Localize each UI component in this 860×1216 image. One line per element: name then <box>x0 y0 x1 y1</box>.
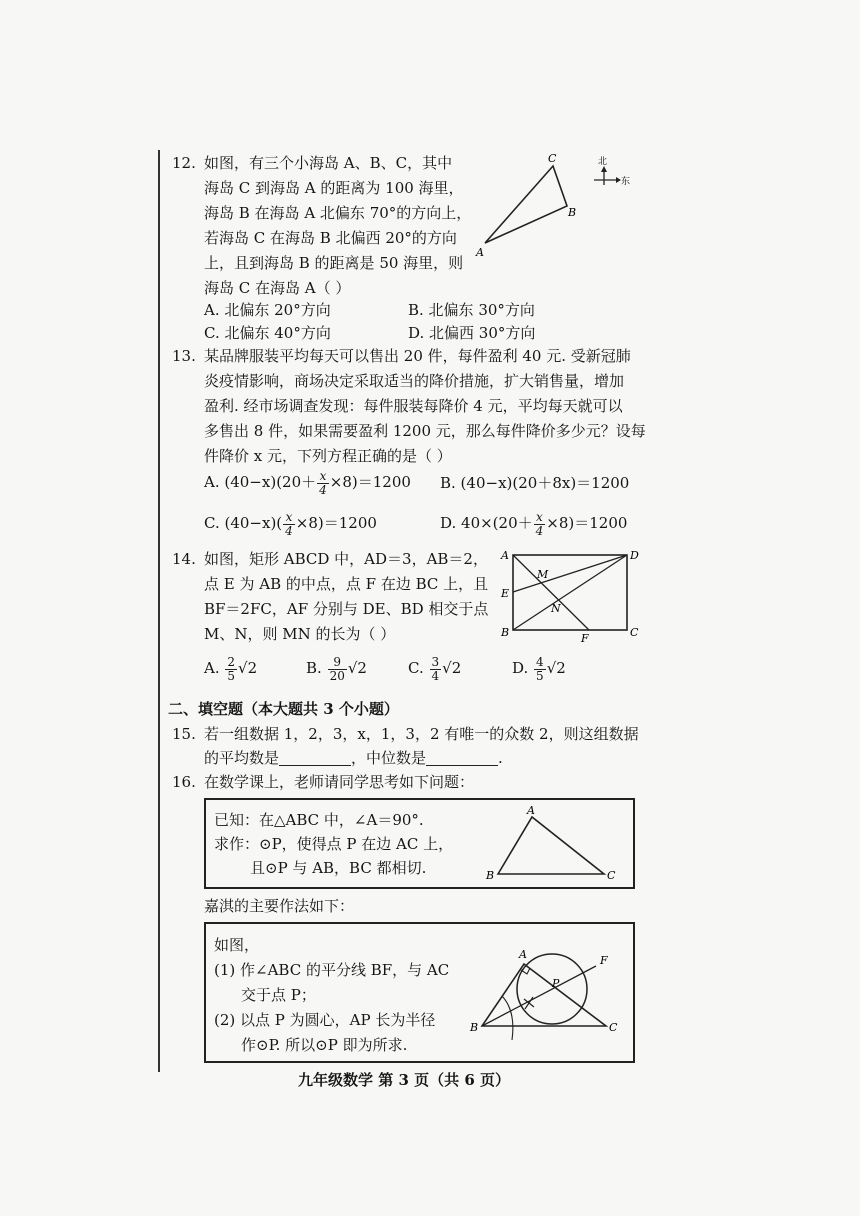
q14-number: 14. <box>172 550 196 568</box>
q15-line-1: 若一组数据 1，2，3，x，1，3，2 有唯一的众数 2，则这组数据 <box>204 725 639 743</box>
answer-blank-median[interactable] <box>426 751 498 766</box>
q13-line-1: 某品牌服装平均每天可以售出 20 件，每件盈利 40 元. 受新冠肺 <box>204 347 631 365</box>
label-c: C <box>607 869 616 882</box>
label-b: B <box>470 1021 479 1034</box>
box1-line-1: 已知：在△ABC 中，∠A＝90°. <box>214 811 424 829</box>
segment-bd <box>513 555 627 630</box>
compass-east-label: 东 <box>621 177 631 187</box>
segment-de <box>513 555 627 592</box>
label-a: A <box>519 948 527 961</box>
q12-number: 12. <box>172 154 196 172</box>
q14-option-d: D. $\frac{4}{5}$ √2 <box>512 655 566 683</box>
construction-method-box <box>204 922 635 1063</box>
label-a: A <box>476 246 484 259</box>
label-n: N <box>551 602 561 615</box>
q14-line-1: 如图，矩形 ABCD 中，AD＝3，AB＝2， <box>204 550 488 568</box>
section-2-heading: 二、填空题（本大题共 3 个小题） <box>168 700 399 718</box>
q14-option-c: C. $\frac{3}{4}$ √2 <box>408 655 462 683</box>
q14-option-a: A. $\frac{2}{5}$ √2 <box>204 655 258 683</box>
label-c: C <box>609 1021 618 1034</box>
q12-island-figure <box>470 148 650 268</box>
compass-north-label: 北 <box>598 157 608 167</box>
box1-line-3: 且⊙P 与 AB，BC 都相切. <box>250 859 427 877</box>
box2-line-3: 交于点 P； <box>241 986 316 1004</box>
q14-line-4: M、N，则 MN 的长为（ ） <box>204 625 396 643</box>
q14-rectangle-figure <box>495 545 645 645</box>
q13-option-d: D. 40×(20＋ $\frac{x}{4}$ ×8)＝1200 <box>440 510 628 538</box>
q12-line-1: 如图，有三个小海岛 A、B、C，其中 <box>204 154 453 172</box>
label-b: B <box>486 869 495 882</box>
q13-option-b: B. (40−x)(20＋8x)＝1200 <box>440 474 630 492</box>
q15-number: 15. <box>172 725 196 743</box>
q12-option-b: B. 北偏东 30°方向 <box>408 301 535 319</box>
fraction-x-over-4: $\frac{x}{4}$ <box>319 469 327 497</box>
q13-option-c: C. (40−x)( $\frac{x}{4}$ ×8)＝1200 <box>204 510 377 538</box>
q16-number: 16. <box>172 773 196 791</box>
box2-line-1: 如图， <box>214 936 260 954</box>
fraction-x-over-4: $\frac{x}{4}$ <box>535 510 544 538</box>
label-c: C <box>548 152 557 165</box>
q12-line-3: 海岛 B 在海岛 A 北偏东 70°的方向上， <box>204 204 472 222</box>
q12-line-4: 若海岛 C 在海岛 B 北偏西 20°的方向 <box>204 229 457 247</box>
label-a: A <box>501 549 509 562</box>
q14-option-b: B. $\frac{9}{20}$ √2 <box>306 655 367 683</box>
island-triangle <box>485 166 567 243</box>
answer-blank-mean[interactable] <box>279 751 351 766</box>
q13-line-2: 炎疫情影响，商场决定采取适当的降价措施，扩大销售量，增加 <box>204 372 625 390</box>
q12-line-2: 海岛 C 到海岛 A 的距离为 100 海里， <box>204 179 464 197</box>
label-b: B <box>568 206 577 219</box>
q14-line-2: 点 E 为 AB 的中点，点 F 在边 BC 上，且 <box>204 575 489 593</box>
q13-line-3: 盈利. 经市场调查发现：每件服装每降价 4 元，平均每天就可以 <box>204 397 623 415</box>
right-triangle-figure <box>476 804 626 882</box>
q12-line-5: 上，且到海岛 B 的距离是 50 海里，则 <box>204 254 464 272</box>
angle-bisector-circle-figure <box>464 936 632 1056</box>
q12-option-d: D. 北偏西 30°方向 <box>408 324 536 342</box>
label-p: P <box>552 977 560 990</box>
box2-line-4: (2) 以点 P 为圆心，AP 长为半径 <box>214 1011 436 1029</box>
label-b: B <box>501 626 510 639</box>
q13-line-4: 多售出 8 件，如果需要盈利 1200 元，那么每件降价多少元？设每 <box>204 422 646 440</box>
q16-intro: 在数学课上，老师请同学思考如下问题： <box>204 773 475 791</box>
segment-af <box>513 555 589 630</box>
q13-option-a: A. (40−x)(20＋ $\frac{x}{4}$ ×8)＝1200 <box>204 469 411 497</box>
right-angle-mark <box>521 968 530 974</box>
label-a: A <box>527 804 535 817</box>
label-m: M <box>537 568 549 581</box>
q12-line-6: 海岛 C 在海岛 A（ ） <box>204 279 351 297</box>
label-d: D <box>630 549 639 562</box>
given-problem-box <box>204 798 635 889</box>
box2-line-2: (1) 作∠ABC 的平分线 BF，与 AC <box>214 961 450 979</box>
q13-line-5: 件降价 x 元，下列方程正确的是（ ） <box>204 447 452 465</box>
compass-arc <box>502 996 513 1040</box>
q15-line-2: 的平均数是 ，中位数是 . <box>204 749 503 767</box>
box1-line-2: 求作：⊙P，使得点 P 在边 AC 上， <box>214 835 454 853</box>
q14-line-3: BF＝2FC，AF 分别与 DE、BD 相交于点 <box>204 600 489 618</box>
label-f: F <box>600 954 608 967</box>
label-c: C <box>630 626 639 639</box>
triangle-abc <box>498 817 604 874</box>
q12-option-a: A. 北偏东 20°方向 <box>204 301 331 319</box>
page-footer: 九年级数学 第 3 页（共 6 页） <box>298 1071 510 1089</box>
method-intro: 嘉淇的主要作法如下： <box>204 897 355 915</box>
fraction-x-over-4: $\frac{x}{4}$ <box>285 510 293 538</box>
label-e: E <box>501 587 510 600</box>
box2-line-5: 作⊙P. 所以⊙P 即为所求. <box>241 1036 408 1054</box>
margin-line <box>158 150 160 1072</box>
q12-option-c: C. 北偏东 40°方向 <box>204 324 331 342</box>
label-f: F <box>581 632 589 645</box>
q13-number: 13. <box>172 347 196 365</box>
